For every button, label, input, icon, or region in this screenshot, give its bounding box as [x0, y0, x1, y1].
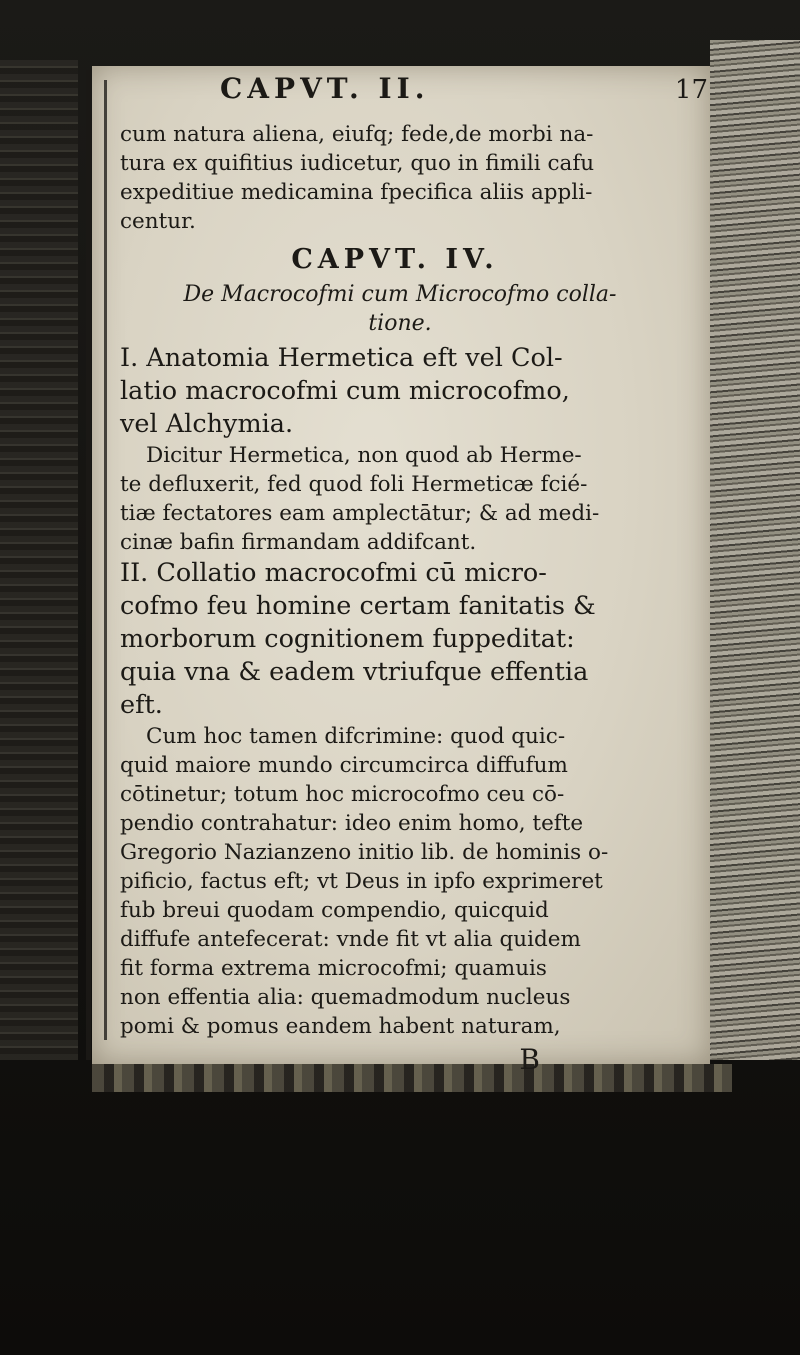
section-one	[120, 342, 710, 441]
text-line: Cum hoc tamen difcrimine: quod quic-	[146, 724, 566, 749]
page-edges-right	[710, 40, 800, 1060]
subtitle-line: tione.	[368, 311, 432, 336]
text-line: Dicitur Hermetica, non quod ab Herme-	[146, 443, 582, 468]
text-line: non effentia alia: quemadmodum nucleus	[120, 985, 571, 1010]
margin-rule	[104, 80, 107, 1040]
text-line: quid maiore mundo circumcirca diffufum	[120, 753, 568, 778]
running-title: CAPVT. II.	[220, 72, 430, 105]
page-number: 17	[674, 75, 708, 105]
page-gutter	[86, 70, 91, 1060]
text-line: te defluxerit, fed quod foli Hermeticæ fcié-	[120, 472, 588, 497]
text-line: pomi & pomus eandem habent naturam,	[120, 1014, 561, 1039]
text-line: cum natura aliena, eiufq; fede,de morbi na-	[120, 122, 594, 147]
page-text	[120, 72, 710, 1076]
paragraph-three	[120, 722, 710, 1041]
book-binding	[0, 60, 78, 1060]
text-line: morborum cognitionem fuppeditat:	[120, 624, 575, 654]
text-line: cinæ bafin firmandam addifcant.	[120, 530, 477, 555]
text-line: tiæ fectatores eam amplectātur; & ad medi-	[120, 501, 600, 526]
text-line: II. Collatio macrocofmi cū micro-	[120, 558, 547, 588]
text-line: cofmo feu homine certam fanitatis &	[120, 591, 596, 621]
text-line: Gregorio Nazianzeno initio lib. de hominis o-	[120, 840, 609, 865]
chapter-heading: CAPVT. IV.	[291, 244, 499, 275]
text-line: I. Anatomia Hermetica eft vel Col-	[120, 343, 563, 373]
text-line: pificio, factus eft; vt Deus in ipfo exprimeret	[120, 869, 603, 894]
text-line: pendio contrahatur: ideo enim homo, tefte	[120, 811, 584, 836]
text-line: fub breui quodam compendio, quicquid	[120, 898, 549, 923]
subtitle-line: De Macrocofmi cum Microcofmo colla-	[183, 282, 617, 307]
chapter-subtitle	[90, 280, 710, 338]
text-line: vel Alchymia.	[120, 409, 294, 439]
signature-mark: B	[519, 1043, 540, 1076]
text-line: eft.	[120, 690, 163, 720]
text-line: centur.	[120, 209, 196, 234]
text-line: latio macrocofmi cum microcofmo,	[120, 376, 570, 406]
section-two	[120, 557, 710, 722]
text-line: quia vna & eadem vtriufque effentia	[120, 657, 589, 687]
text-line: tura ex quifitius iudicetur, quo in fimili cafu	[120, 151, 595, 176]
paragraph-intro	[120, 120, 710, 236]
text-line: expeditiue medicamina fpecifica aliis appli-	[120, 180, 593, 205]
text-line: diffufe antefecerat: vnde fit vt alia quidem	[120, 927, 581, 952]
paragraph-two	[120, 441, 710, 557]
text-line: cōtinetur; totum hoc microcofmo ceu cō-	[120, 782, 565, 807]
running-head	[120, 72, 710, 120]
text-line: fit forma extrema microcofmi; quamuis	[120, 956, 547, 981]
